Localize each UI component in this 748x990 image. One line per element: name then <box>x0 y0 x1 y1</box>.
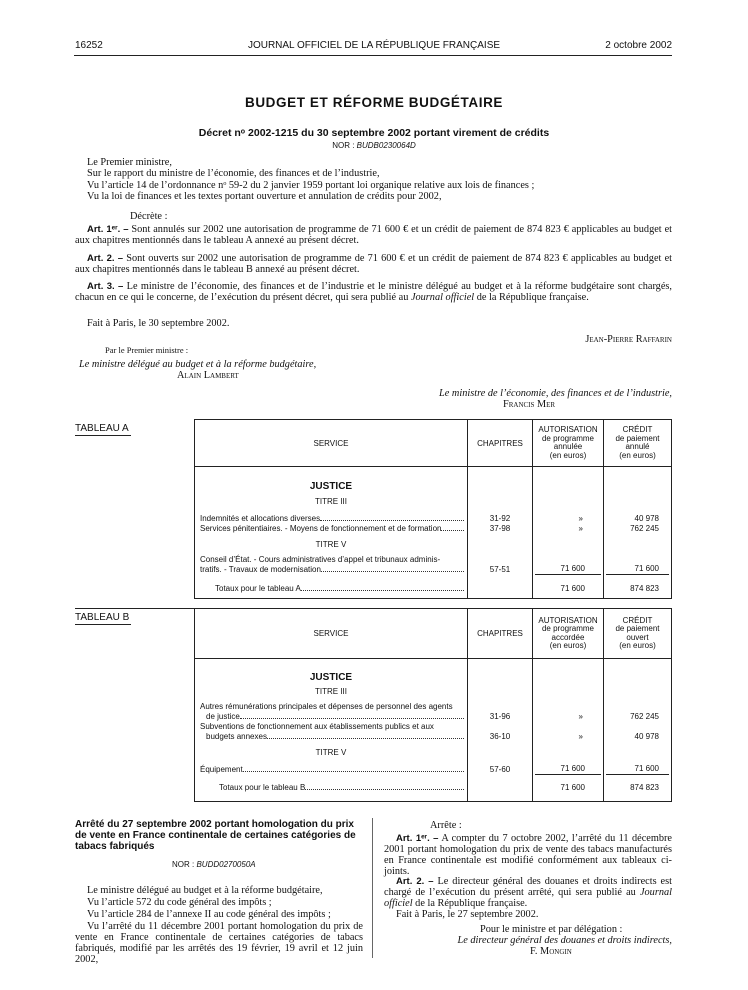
body-service <box>195 659 468 802</box>
article-text: Le ministre de l’économie, des finances et de l’industrie et le ministre délégué au budget et à la réforme budgétaire sont chargés, chacun en ce qui le concerne, de l’exécution du présent décret, qui sera publié au <box>75 281 672 303</box>
row-service-line1: Subventions de fonctionnement aux établissements publics et aux <box>200 722 434 731</box>
row-credit: 762 245 <box>630 524 659 533</box>
leader-dots <box>441 524 464 531</box>
leader-dots <box>305 783 464 790</box>
delegation: Pour le ministre et par délégation : <box>480 924 623 935</box>
row-chapitre: 31-96 <box>489 712 511 721</box>
title-label: TITRE III <box>315 687 347 696</box>
header-line: ouvert <box>626 632 649 642</box>
row-chapitre: 31-92 <box>489 514 511 523</box>
article-label: Art. 1ᵉʳ. – <box>396 833 439 844</box>
table-body-row <box>195 659 672 802</box>
body-autorisation <box>533 467 604 599</box>
journal-officiel-ref: Journal officiel <box>384 887 672 909</box>
arrete-article-2 <box>384 876 672 909</box>
decree-nor <box>0 141 748 150</box>
by-pm: Par le Premier ministre : <box>105 345 189 355</box>
article-label: Art. 2. – <box>87 253 124 264</box>
header-line: AUTORISATION <box>538 425 598 434</box>
row-service: Équipement <box>200 765 243 774</box>
body-credit <box>604 467 672 599</box>
table-b <box>194 608 672 802</box>
row-autorisation-value: 71 600 <box>560 764 585 773</box>
arrete-title: Arrêté du 27 septembre 2002 portant homologation du prix de vente en France continentale de certaines catégories de tabacs fabriqués <box>75 819 356 852</box>
row-autorisation <box>535 564 601 575</box>
budget-minister-role: Le ministre délégué au budget et à la réforme budgétaire, <box>79 359 317 370</box>
table-b-top-rule <box>75 608 195 609</box>
decrete-label: Décrète : <box>130 211 168 222</box>
header-credit <box>604 420 672 467</box>
table-body-row <box>195 467 672 599</box>
nor-label: NOR : <box>172 860 195 869</box>
total-credit: 874 823 <box>630 783 659 792</box>
section-title: BUDGET ET RÉFORME BUDGÉTAIRE <box>244 95 504 110</box>
row-autorisation: » <box>578 732 583 741</box>
leader-dots <box>243 765 464 772</box>
header-line: CRÉDIT <box>622 425 653 434</box>
article-label: Art. 3. – <box>87 281 124 292</box>
header-line: AUTORISATION <box>538 615 598 625</box>
header-chapitres: CHAPITRES <box>468 420 533 467</box>
table-row <box>200 514 464 523</box>
header-line: annulé <box>625 442 650 451</box>
row-autorisation <box>535 764 601 775</box>
intro-line: Vu l’article 14 de l’ordonnance nᵒ 59-2 du 2 janvier 1959 portant loi organique relative aux lois de finances ; <box>87 180 535 191</box>
body-chapitres <box>468 467 533 599</box>
article-text: Le directeur général des douanes et droits indirects est chargé de l’exécution du présent arrêté, qui sera publié au <box>384 876 672 898</box>
title-label: TITRE III <box>315 497 347 506</box>
arrete-nor <box>172 860 256 869</box>
leader-dots <box>267 732 464 739</box>
arrete-para: Vu l’article 572 du code général des impôts ; <box>87 897 272 908</box>
article-2 <box>75 253 672 275</box>
body-chapitres <box>468 659 533 802</box>
header-credit <box>604 609 672 659</box>
header-line: de paiement <box>615 624 660 633</box>
row-service: Indemnités et allocations diverses <box>200 514 321 523</box>
row-chapitre: 36-10 <box>489 732 511 741</box>
table-row <box>206 712 464 721</box>
row-credit <box>606 564 669 575</box>
row-credit <box>606 764 669 775</box>
intro-line: Sur le rapport du ministre de l’économie, des finances et de l’industrie, <box>87 168 380 179</box>
total-autorisation: 71 600 <box>560 584 585 593</box>
table-a-label: TABLEAU A <box>75 423 129 434</box>
total-row <box>219 783 464 792</box>
table-header-row <box>195 609 672 659</box>
issue-date: 2 octobre 2002 <box>605 40 672 51</box>
leader-dots <box>240 712 464 719</box>
page-number: 16252 <box>75 40 103 51</box>
table-row <box>206 732 464 741</box>
leader-dots <box>320 514 464 521</box>
leader-dots <box>321 565 464 572</box>
arrete-done-at: Fait à Paris, le 27 septembre 2002. <box>396 909 539 920</box>
arrete-article-1 <box>384 833 672 877</box>
row-credit: 40 978 <box>634 514 659 523</box>
row-chapitre: 57-51 <box>489 565 511 574</box>
title-label: TITRE V <box>315 748 347 757</box>
row-service: de justice <box>206 712 240 721</box>
table-row <box>200 565 464 574</box>
total-label: Totaux pour le tableau A <box>215 584 301 593</box>
table-row <box>200 524 464 533</box>
nor-label: NOR : <box>332 141 355 150</box>
pm-signature: Jean-Pierre Raffarin <box>585 334 672 345</box>
total-credit: 874 823 <box>630 584 659 593</box>
article-1 <box>75 224 672 246</box>
header-line: (en euros) <box>549 641 587 650</box>
header-line: de paiement <box>615 433 660 443</box>
journal-title: JOURNAL OFFICIEL DE LA RÉPUBLIQUE FRANÇAISE <box>247 40 501 51</box>
article-text: Sont annulés sur 2002 une autorisation de programme de 71 600 € et un crédit de paiement de 874 823 € applicables au budget et aux chapitres mentionnés dans le tableau A annexé au présent décret. <box>75 224 673 246</box>
economy-minister-role: Le ministre de l’économie, des finances et de l’industrie, <box>439 388 672 399</box>
article-text: Sont ouverts sur 2002 une autorisation de programme de 71 600 € et un crédit de paiement de 874 823 € applicables au budget et aux chapitres mentionnés dans le tableau B annexé au présent décret. <box>75 253 672 275</box>
intro-line: Vu la loi de finances et les textes portant ouverture et annulation de crédits pour 2002, <box>87 191 442 202</box>
body-credit <box>604 659 672 802</box>
header-chapitres: CHAPITRES <box>468 609 533 659</box>
article-text: A compter du 7 octobre 2002, l’arrêté du 11 décembre 2001 portant homologation du prix de vente des tabacs manufacturés en France continentale est modifié conformément aux tableaux ci-joints. <box>384 833 673 877</box>
header-service: SERVICE <box>195 420 468 467</box>
row-credit-value: 71 600 <box>634 564 659 573</box>
ministry-label: JUSTICE <box>309 481 353 492</box>
article-text: de la République française. <box>474 292 589 303</box>
row-chapitre: 57-60 <box>489 765 511 774</box>
arrete-para: Vu l’arrêté du 11 décembre 2001 portant homologation du prix de vente en France continentale de certaines catégories de tabacs fabriqués, modifié par les arrêtés des 19 février, 19 avril et 12 juin 2002, <box>75 921 363 965</box>
arrete-para: Le ministre délégué au budget et à la réforme budgétaire, <box>87 885 323 896</box>
header-line: accordée <box>551 632 585 642</box>
header-line: annulée <box>553 442 583 451</box>
header-line: de programme <box>541 624 595 633</box>
body-service <box>195 467 468 599</box>
budget-minister-name: Alain Lambert <box>177 370 239 381</box>
header-rule <box>74 55 672 56</box>
row-service: tratifs. - Travaux de modernisation <box>200 565 321 574</box>
arrete-para: Vu l’article 284 de l’annexe II au code général des impôts ; <box>87 909 331 920</box>
article-text: de la République française. <box>412 898 528 909</box>
table-header-row <box>195 420 672 467</box>
header-autorisation <box>533 420 604 467</box>
table-b-label: TABLEAU B <box>75 612 130 623</box>
row-chapitre: 37-98 <box>489 524 511 533</box>
row-autorisation: » <box>578 514 583 523</box>
row-credit-value: 71 600 <box>634 764 659 773</box>
row-service: budgets annexes <box>206 732 267 741</box>
header-service: SERVICE <box>195 609 468 659</box>
row-service-line1: Conseil d’État. - Cours administratives d’appel et tribunaux adminis- <box>200 555 441 564</box>
arrete-label: Arrête : <box>430 820 462 831</box>
leader-dots <box>301 584 464 591</box>
director-name: F. Mongin <box>530 946 572 957</box>
director-role: Le directeur général des douanes et droits indirects, <box>457 935 672 946</box>
table-row <box>200 765 464 774</box>
row-credit: 40 978 <box>634 732 659 741</box>
article-label: Art. 2. – <box>396 876 434 887</box>
header-line: (en euros) <box>619 450 656 460</box>
header-line: (en euros) <box>549 450 587 460</box>
title-label: TITRE V <box>315 540 347 549</box>
header-line: CRÉDIT <box>622 615 653 625</box>
article-label: Art. 1ᵉʳ. – <box>87 224 129 235</box>
row-credit: 762 245 <box>630 712 659 721</box>
column-divider <box>372 818 373 958</box>
total-row <box>215 584 464 593</box>
row-autorisation: » <box>578 712 583 721</box>
nor-code: BUDB0230064D <box>356 141 416 150</box>
body-autorisation <box>533 659 604 802</box>
table-a <box>194 419 672 599</box>
row-service-line1: Autres rémunérations principales et dépenses de personnel des agents <box>200 702 453 711</box>
total-label: Totaux pour le tableau B <box>219 783 306 792</box>
ministry-label: JUSTICE <box>309 672 353 683</box>
row-autorisation-value: 71 600 <box>560 564 585 573</box>
intro-line: Le Premier ministre, <box>87 157 172 168</box>
done-at: Fait à Paris, le 30 septembre 2002. <box>87 318 230 329</box>
total-autorisation: 71 600 <box>560 783 585 792</box>
journal-officiel-ref: Journal officiel <box>410 292 475 303</box>
row-autorisation: » <box>578 524 583 533</box>
decree-title: Décret nᵒ 2002-1215 du 30 septembre 2002 portant virement de crédits <box>198 127 550 139</box>
economy-minister-name: Francis Mer <box>503 399 556 410</box>
nor-code: BUDD0270050A <box>196 860 256 869</box>
row-service: Services pénitentiaires. - Moyens de fonctionnement et de formation <box>200 524 442 533</box>
header-autorisation <box>533 609 604 659</box>
article-3 <box>75 281 672 303</box>
header-line: de programme <box>541 433 595 443</box>
header-line: (en euros) <box>619 641 656 650</box>
